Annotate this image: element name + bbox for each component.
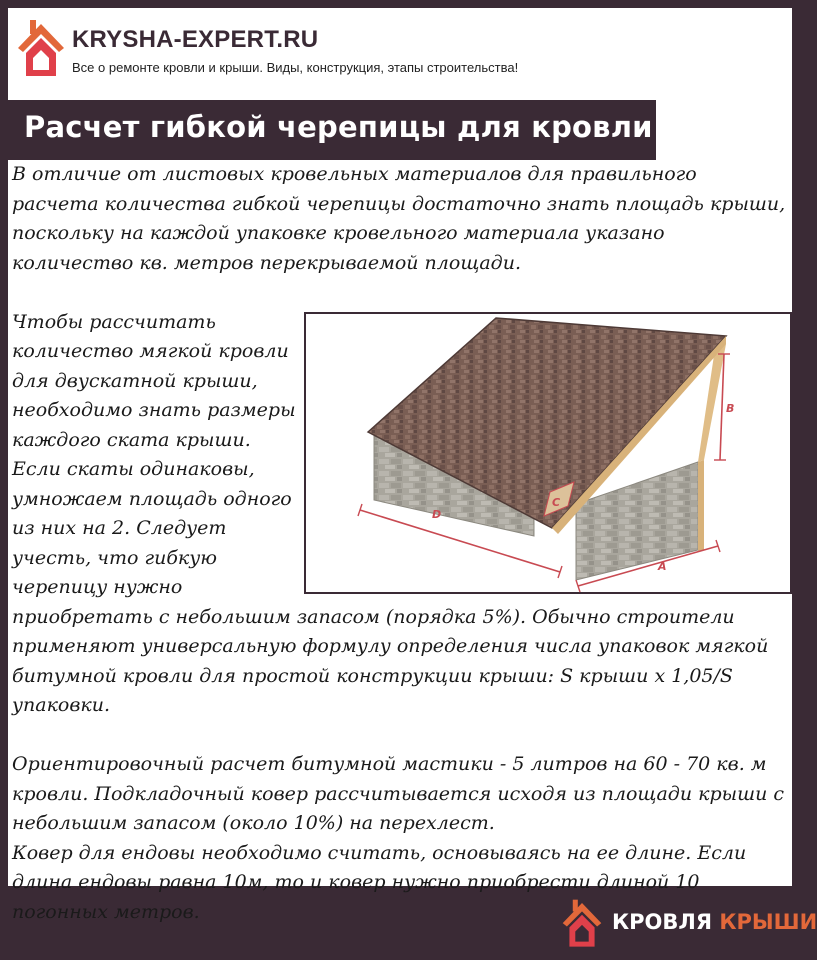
paragraph-valley: Ковер для ендовы необходимо считать, основываясь на ее длине. Если длина ендовы равна 10м, то и ковер нужно приобрести длиной 10 погонных метров. (12, 841, 747, 923)
footer-brand-part2: КРЫШИ (719, 910, 817, 934)
footer-brand-part1: КРОВЛЯ (612, 910, 713, 934)
site-header (8, 8, 792, 90)
house-roof-logo-icon (560, 898, 604, 950)
house-roof-logo-icon (16, 18, 66, 80)
paragraph-intro: В отличие от листовых кровельных материалов для правильного расчета количества гибкой черепицы достаточно знать площадь крыши, поскольку на каждой упаковке кровельного материала указано количество кв. метров перекрываемой площади. (12, 163, 786, 274)
dimension-label-c: C (552, 495, 561, 509)
paragraph-mastic: Ориентировочный расчет битумной мастики - 5 литров на 60 - 70 кв. м кровли. Подкладочный ковер рассчитывается исходя из площади крыши с небольшим запасом (около 10%) на перехлест. (12, 753, 784, 834)
title-banner (8, 100, 656, 160)
site-name[interactable]: KRYSHA-EXPERT.RU (72, 26, 319, 53)
article-body (12, 160, 788, 927)
dimension-label-b: B (726, 401, 735, 415)
dimension-label-d: D (432, 507, 442, 521)
roof-diagram (304, 312, 792, 594)
site-tagline: Все о ремонте кровли и крыши. Виды, конструкция, этапы строительства! (72, 60, 519, 75)
page-title: Расчет гибкой черепицы для кровли (24, 110, 653, 144)
footer-brand[interactable] (612, 910, 817, 934)
dimension-label-a: A (658, 559, 667, 573)
paragraph-calculation: Чтобы рассчитать количество мягкой кровли для двускатной крыши, необходимо знать размеры каждого ската крыши. Если скаты одинаковы, умножаем площадь одного из них на 2. Следует учесть, что гибкую черепицу нужно приобретать с небольшим запасом (порядка 5%). Обычно строители применяют универсальную формулу определения числа упаковок мягкой битумной кровли для простой конструкции крыши: S крыши х 1,05/S упаковки. (12, 310, 769, 716)
